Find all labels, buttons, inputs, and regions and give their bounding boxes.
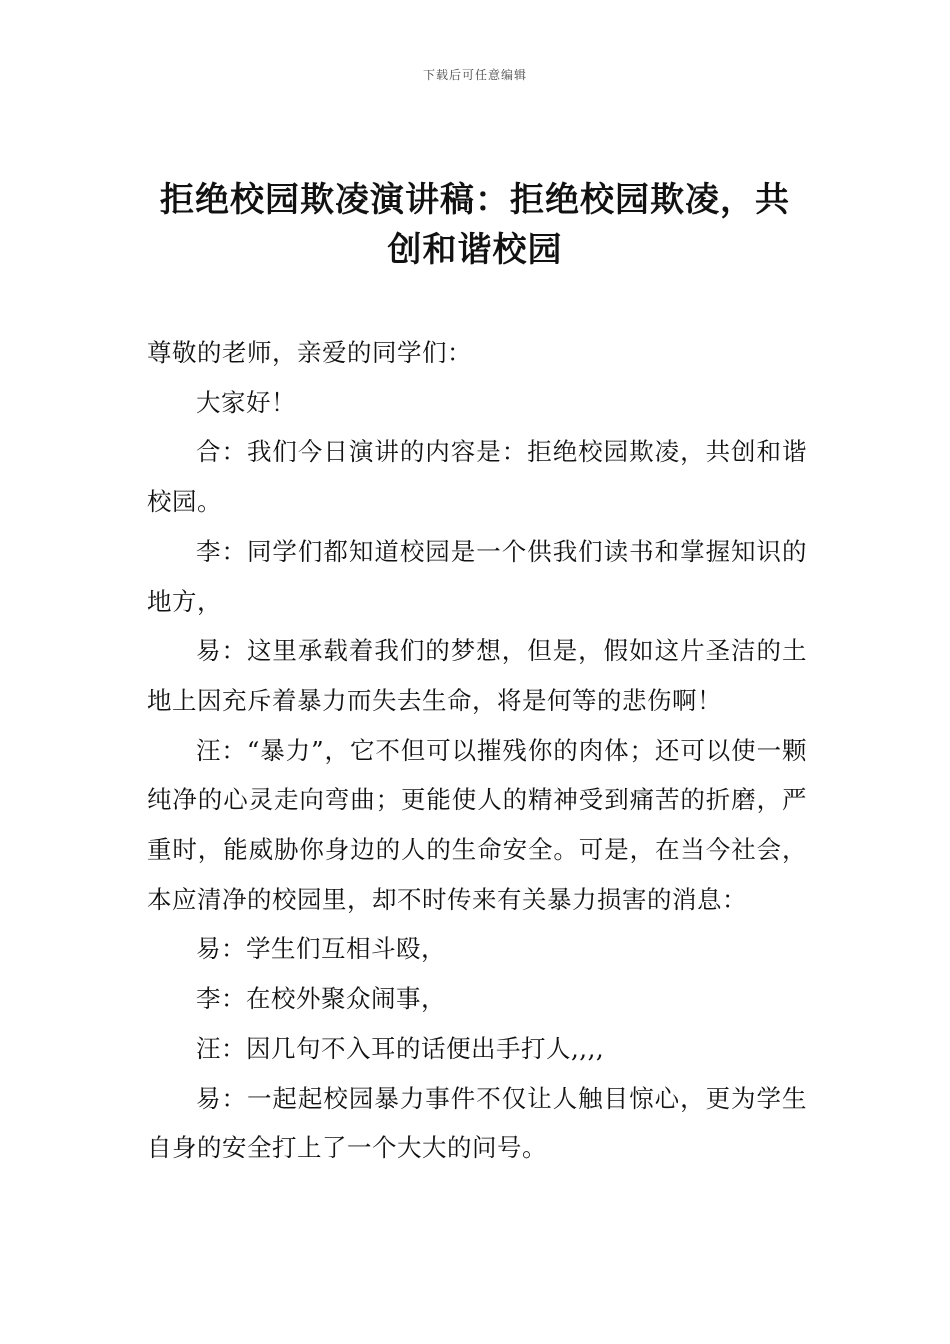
paragraph: 易：一起起校园暴力事件不仅让人触目惊心，更为学生自身的安全打上了一个大大的问号。 [147,1083,807,1163]
paragraph: 易：学生们互相斗殴， [196,934,446,964]
page-header: 下载后可任意编辑 [422,68,527,82]
document-title: 拒绝校园欺凌演讲稿：拒绝校园欺凌，共创和谐校园 [160,180,790,270]
paragraph-salutation: 尊敬的老师，亲爱的同学们： [147,338,472,367]
paragraph: 易：这里承载着我们的梦想，但是，假如这片圣洁的土地上因充斥着暴力而失去生命，将是何等的悲伤啊！ [147,636,807,715]
document-body [147,328,807,1173]
paragraph: 李：在校外聚众闹事， [196,984,446,1014]
paragraph: 汪：因几句不入耳的话便出手打人,,,, [196,1033,605,1063]
paragraph: 合：我们今日演讲的内容是：拒绝校园欺凌，共创和谐校园。 [147,437,807,517]
paragraph: 汪：“暴力”，它不但可以摧残你的肉体；还可以使一颗纯净的心灵走向弯曲；更能使人的精神受到痛苦的折磨，严重时，能威胁你身边的人的生命安全。可是，在当今社会，本应清净的校园里，却不时传来有关暴力损害的消息： [147,735,807,914]
paragraph: 李：同学们都知道校园是一个供我们读书和掌握知识的地方， [147,536,807,616]
paragraph-greeting: 大家好！ [196,387,296,417]
